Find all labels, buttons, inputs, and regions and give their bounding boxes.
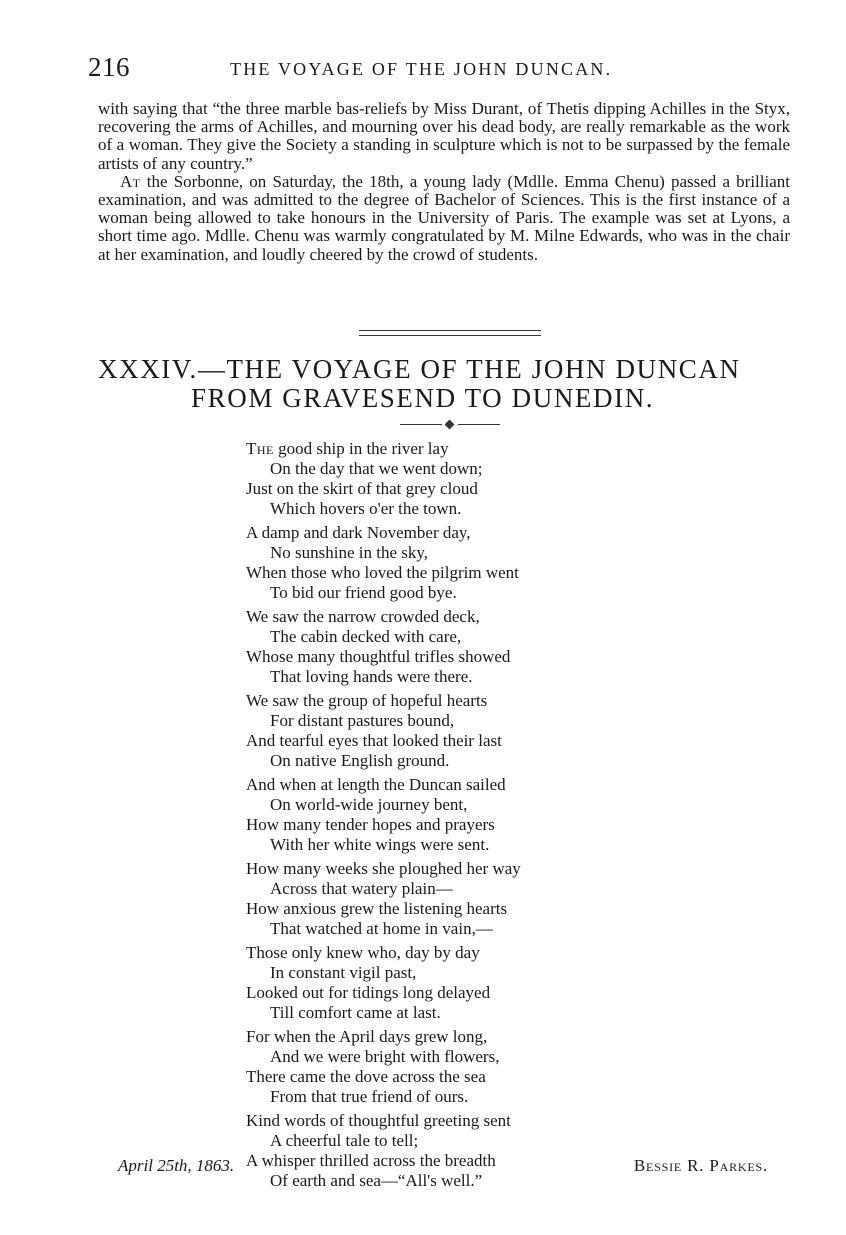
poem-line xyxy=(246,899,666,919)
poem-line-text: A damp and dark November day, xyxy=(246,523,471,542)
poem-line xyxy=(246,607,666,627)
poem-line-text: That loving hands were there. xyxy=(270,667,473,686)
poem-line xyxy=(246,627,666,647)
poem-line-text: How anxious grew the listening hearts xyxy=(246,899,508,918)
poem-line-text: We saw the group of hopeful hearts xyxy=(246,691,488,710)
poem-line xyxy=(246,751,666,771)
poem-line-text: Those only knew who, day by day xyxy=(246,943,480,962)
poem-line xyxy=(246,835,666,855)
poem-line-text: Across that watery plain— xyxy=(270,879,453,898)
poem-line xyxy=(246,879,666,899)
poem-line xyxy=(246,859,666,879)
poem-line xyxy=(246,1027,666,1047)
poem-stanza xyxy=(246,691,666,771)
section-divider-rule xyxy=(359,330,541,336)
poem-line xyxy=(246,963,666,983)
poem-line xyxy=(246,523,666,543)
poem-line xyxy=(246,1111,666,1131)
poem-line-text: A cheerful tale to tell; xyxy=(270,1131,419,1150)
poem-line-text: Which hovers o'er the town. xyxy=(270,499,462,518)
article-heading-line-2: FROM GRAVESEND TO DUNEDIN. xyxy=(191,383,655,413)
poem-line-text: For distant pastures bound, xyxy=(270,711,455,730)
poem-line-text: When those who loved the pilgrim went xyxy=(246,563,519,582)
poem-line xyxy=(246,439,666,459)
prose-block xyxy=(98,100,790,264)
poem-line xyxy=(246,667,666,687)
running-title: THE VOYAGE OF THE JOHN DUNCAN. xyxy=(230,59,613,79)
poem-line-text: And we were bright with flowers, xyxy=(270,1047,500,1066)
poem-line xyxy=(246,499,666,519)
poem xyxy=(246,439,666,1195)
poem-line xyxy=(246,543,666,563)
poem-line-text: That watched at home in vain,— xyxy=(270,919,493,938)
poem-line xyxy=(246,775,666,795)
page-number: 216 xyxy=(88,52,130,82)
poem-line xyxy=(246,479,666,499)
poem-line-text: Of earth and sea—“All's well.” xyxy=(270,1171,483,1190)
poem-line xyxy=(246,563,666,583)
poem-line xyxy=(246,815,666,835)
poem-line-text: For when the April days grew long, xyxy=(246,1027,488,1046)
poem-line-text: With her white wings were sent. xyxy=(270,835,490,854)
poem-line-text: A whisper thrilled across the breadth xyxy=(246,1151,496,1170)
poem-line-text: How many weeks she ploughed her way xyxy=(246,859,521,878)
poem-line-text: On world-wide journey bent, xyxy=(270,795,468,814)
poem-line-text: In constant vigil past, xyxy=(270,963,417,982)
poem-line-text: good ship in the river lay xyxy=(273,439,449,458)
poem-line xyxy=(246,983,666,1003)
article-heading-line-1: XXXIV.—THE VOYAGE OF THE JOHN DUNCAN xyxy=(98,354,741,384)
poem-line-text: To bid our friend good bye. xyxy=(270,583,457,602)
prose-paragraph-1: with saying that “the three marble bas-reliefs by Miss Durant, of Thetis dipping Achilles in the Styx, recovering the arms of Achilles, and mourning over his dead body, are really remarkable as the work of a woman. They give the Society a standing in sculpture which is not to be surpassed by the female artists of any country.” xyxy=(98,99,790,173)
poem-line-text: On native English ground. xyxy=(270,751,450,770)
poem-line xyxy=(246,647,666,667)
poem-line-text: The cabin decked with care, xyxy=(270,627,462,646)
poem-line xyxy=(246,731,666,751)
ornament-bar-left xyxy=(400,424,442,425)
ornament-bar-right xyxy=(458,424,500,425)
poem-author: Bessie R. Parkes. xyxy=(633,1156,768,1175)
poem-line-text: Kind words of thoughtful greeting sent xyxy=(246,1111,511,1130)
article-heading xyxy=(98,355,798,413)
poem-line-text: We saw the narrow crowded deck, xyxy=(246,607,480,626)
poem-line-text: Looked out for tidings long delayed xyxy=(246,983,491,1002)
poem-line-text: There came the dove across the sea xyxy=(246,1067,486,1086)
poem-date: April 25th, 1863. xyxy=(118,1156,235,1175)
poem-line-text: From that true friend of ours. xyxy=(270,1087,469,1106)
signoff xyxy=(118,1156,768,1180)
poem-stanza xyxy=(246,859,666,939)
paragraph-body: the Sorbonne, on Saturday, the 18th, a young lady (Mdlle. Emma Chenu) passed a brilliant examination, and was admitted to the degree of Bachelor of Sciences. This is the first instance of a woman being allowed to take honours in the University of Paris. The example was set at Lyons, a short time ago. Mdlle. Chenu was warmly congratulated by M. Milne Edwards, who was in the chair at her examination, and loudly cheered by the crowd of students. xyxy=(98,171,790,264)
poem-line-text: No sunshine in the sky, xyxy=(270,543,429,562)
poem-stanza xyxy=(246,1027,666,1107)
heading-ornament xyxy=(400,421,500,429)
poem-line-text: And when at length the Duncan sailed xyxy=(246,775,506,794)
poem-line xyxy=(246,1003,666,1023)
poem-lead-word: The xyxy=(246,439,274,458)
poem-line xyxy=(246,1131,666,1151)
poem-line xyxy=(246,1087,666,1107)
poem-line-text: On the day that we went down; xyxy=(270,459,483,478)
poem-stanza xyxy=(246,775,666,855)
poem-stanza xyxy=(246,943,666,1023)
poem-line-text: Till comfort came at last. xyxy=(270,1003,441,1022)
poem-line xyxy=(246,583,666,603)
poem-line-text: And tearful eyes that looked their last xyxy=(246,731,502,750)
poem-line xyxy=(246,943,666,963)
poem-stanza xyxy=(246,439,666,519)
poem-line-text: Whose many thoughtful trifles showed xyxy=(246,647,511,666)
poem-line xyxy=(246,919,666,939)
paragraph-lead-word: At xyxy=(120,171,141,191)
poem-line xyxy=(246,1067,666,1087)
prose-paragraph-2 xyxy=(98,173,790,264)
poem-line-text: How many tender hopes and prayers xyxy=(246,815,495,834)
poem-line xyxy=(246,711,666,731)
poem-line xyxy=(246,795,666,815)
ornament-diamond xyxy=(445,420,455,430)
poem-line xyxy=(246,691,666,711)
poem-stanza xyxy=(246,523,666,603)
poem-line-text: Just on the skirt of that grey cloud xyxy=(246,479,478,498)
poem-stanza xyxy=(246,607,666,687)
poem-line xyxy=(246,459,666,479)
running-head xyxy=(88,52,788,88)
poem-line xyxy=(246,1047,666,1067)
